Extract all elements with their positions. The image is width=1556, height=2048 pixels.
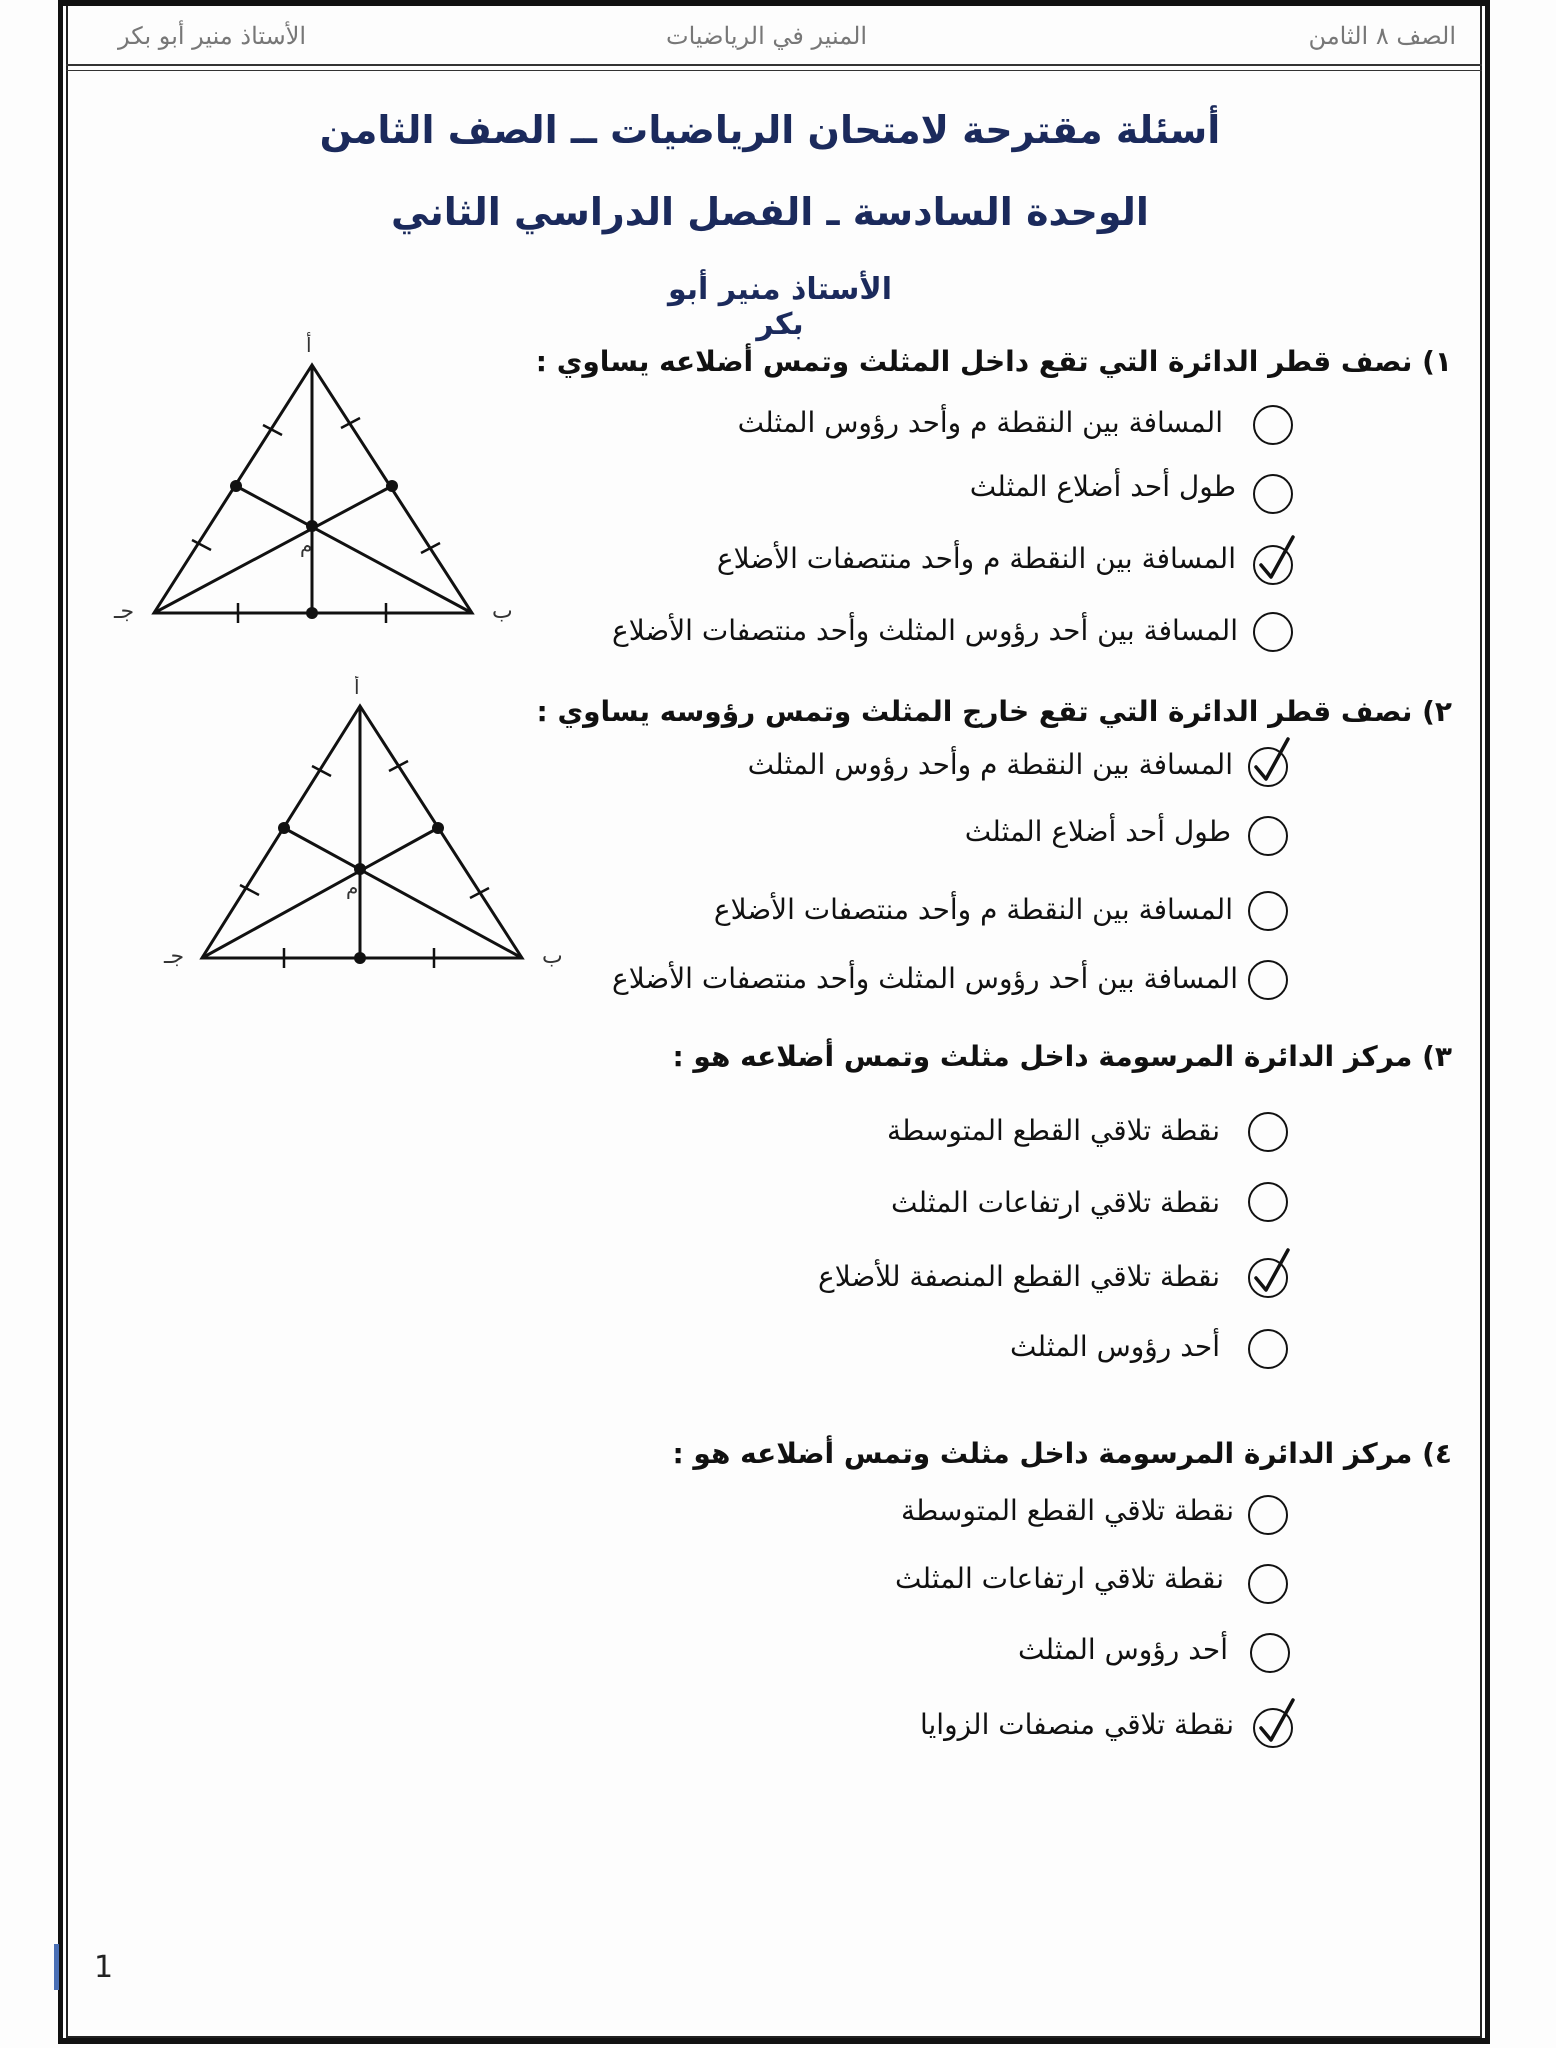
option-label: المسافة بين النقطة م وأحد منتصفات الأضلاع: [716, 542, 1236, 575]
vertex-label: أ: [354, 676, 360, 699]
triangle-figure-2: [150, 676, 580, 976]
question-3: ٣) مركز الدائرة المرسومة داخل مثلث وتمس أضلاعه هو :: [672, 1040, 1452, 1073]
sub-title: الوحدة السادسة ـ الفصل الدراسي الثاني: [391, 190, 1149, 234]
vertex-label: أ: [306, 333, 312, 357]
check-icon: [1253, 1694, 1299, 1750]
option-label: المسافة بين أحد رؤوس المثلث وأحد منتصفات الأضلاع: [612, 962, 1238, 995]
vertex-label: ب: [542, 944, 563, 969]
option-radio-checked[interactable]: [1248, 747, 1288, 787]
option-radio[interactable]: [1248, 891, 1288, 931]
option-label: نقطة تلاقي منصفات الزوايا: [919, 1708, 1234, 1741]
option-radio[interactable]: [1248, 1329, 1288, 1369]
vertex-label: جـ: [164, 944, 185, 969]
header-divider: [66, 64, 1482, 66]
option-radio-checked[interactable]: [1253, 545, 1293, 585]
triangle-figure-1: [110, 330, 540, 630]
header-book-title: المنير في الرياضيات: [666, 22, 868, 50]
check-icon: [1248, 1244, 1294, 1300]
question-2: ٢) نصف قطر الدائرة التي تقع خارج المثلث وتمس رؤوسه يساوي :: [536, 695, 1452, 728]
option-label: المسافة بين النقطة م وأحد منتصفات الأضلاع: [713, 893, 1233, 926]
option-label: طول أحد أضلاع المثلث: [969, 470, 1236, 503]
option-label: نقطة تلاقي ارتفاعات المثلث: [891, 1186, 1220, 1219]
option-radio[interactable]: [1253, 474, 1293, 514]
option-label: نقطة تلاقي ارتفاعات المثلث: [895, 1562, 1224, 1595]
option-radio[interactable]: [1253, 405, 1293, 445]
header-divider-thin: [66, 70, 1482, 71]
center-label: م: [346, 875, 359, 899]
option-radio[interactable]: [1248, 816, 1288, 856]
option-radio[interactable]: [1248, 1495, 1288, 1535]
option-label: طول أحد أضلاع المثلث: [964, 815, 1231, 848]
page-number: 1: [94, 1950, 114, 1985]
option-label: المسافة بين النقطة م وأحد رؤوس المثلث: [737, 406, 1223, 439]
page-marker: [54, 1944, 59, 1990]
question-4: ٤) مركز الدائرة المرسومة داخل مثلث وتمس أضلاعه هو :: [672, 1437, 1452, 1470]
check-icon: [1248, 733, 1294, 789]
vertex-label: ب: [492, 599, 513, 624]
option-label: نقطة تلاقي القطع المتوسطة: [900, 1494, 1234, 1527]
vertex-label: جـ: [114, 599, 135, 624]
header-grade: الصف ٨ الثامن: [1308, 22, 1456, 50]
option-radio[interactable]: [1248, 1182, 1288, 1222]
option-radio[interactable]: [1248, 1112, 1288, 1152]
option-label: أحد رؤوس المثلث: [1009, 1330, 1220, 1363]
option-radio[interactable]: [1250, 1633, 1290, 1673]
option-radio-checked[interactable]: [1248, 1258, 1288, 1298]
main-title: أسئلة مقترحة لامتحان الرياضيات ــ الصف الثامن: [319, 108, 1221, 152]
option-label: المسافة بين النقطة م وأحد رؤوس المثلث: [747, 748, 1233, 781]
teacher-name: الأستاذ منير أبو بكر: [667, 272, 892, 342]
check-icon: [1253, 531, 1299, 587]
option-radio[interactable]: [1253, 612, 1293, 652]
option-radio-checked[interactable]: [1253, 1708, 1293, 1748]
question-1: ١) نصف قطر الدائرة التي تقع داخل المثلث وتمس أضلاعه يساوي :: [535, 345, 1452, 378]
option-radio[interactable]: [1248, 1564, 1288, 1604]
option-label: المسافة بين أحد رؤوس المثلث وأحد منتصفات الأضلاع: [612, 614, 1238, 647]
option-label: أحد رؤوس المثلث: [1017, 1633, 1228, 1666]
option-label: نقطة تلاقي القطع المتوسطة: [886, 1114, 1220, 1147]
header-teacher: الأستاذ منير أبو بكر: [118, 22, 307, 50]
option-radio[interactable]: [1248, 960, 1288, 1000]
option-label: نقطة تلاقي القطع المنصفة للأضلاع: [818, 1260, 1220, 1293]
center-label: م: [300, 533, 313, 557]
